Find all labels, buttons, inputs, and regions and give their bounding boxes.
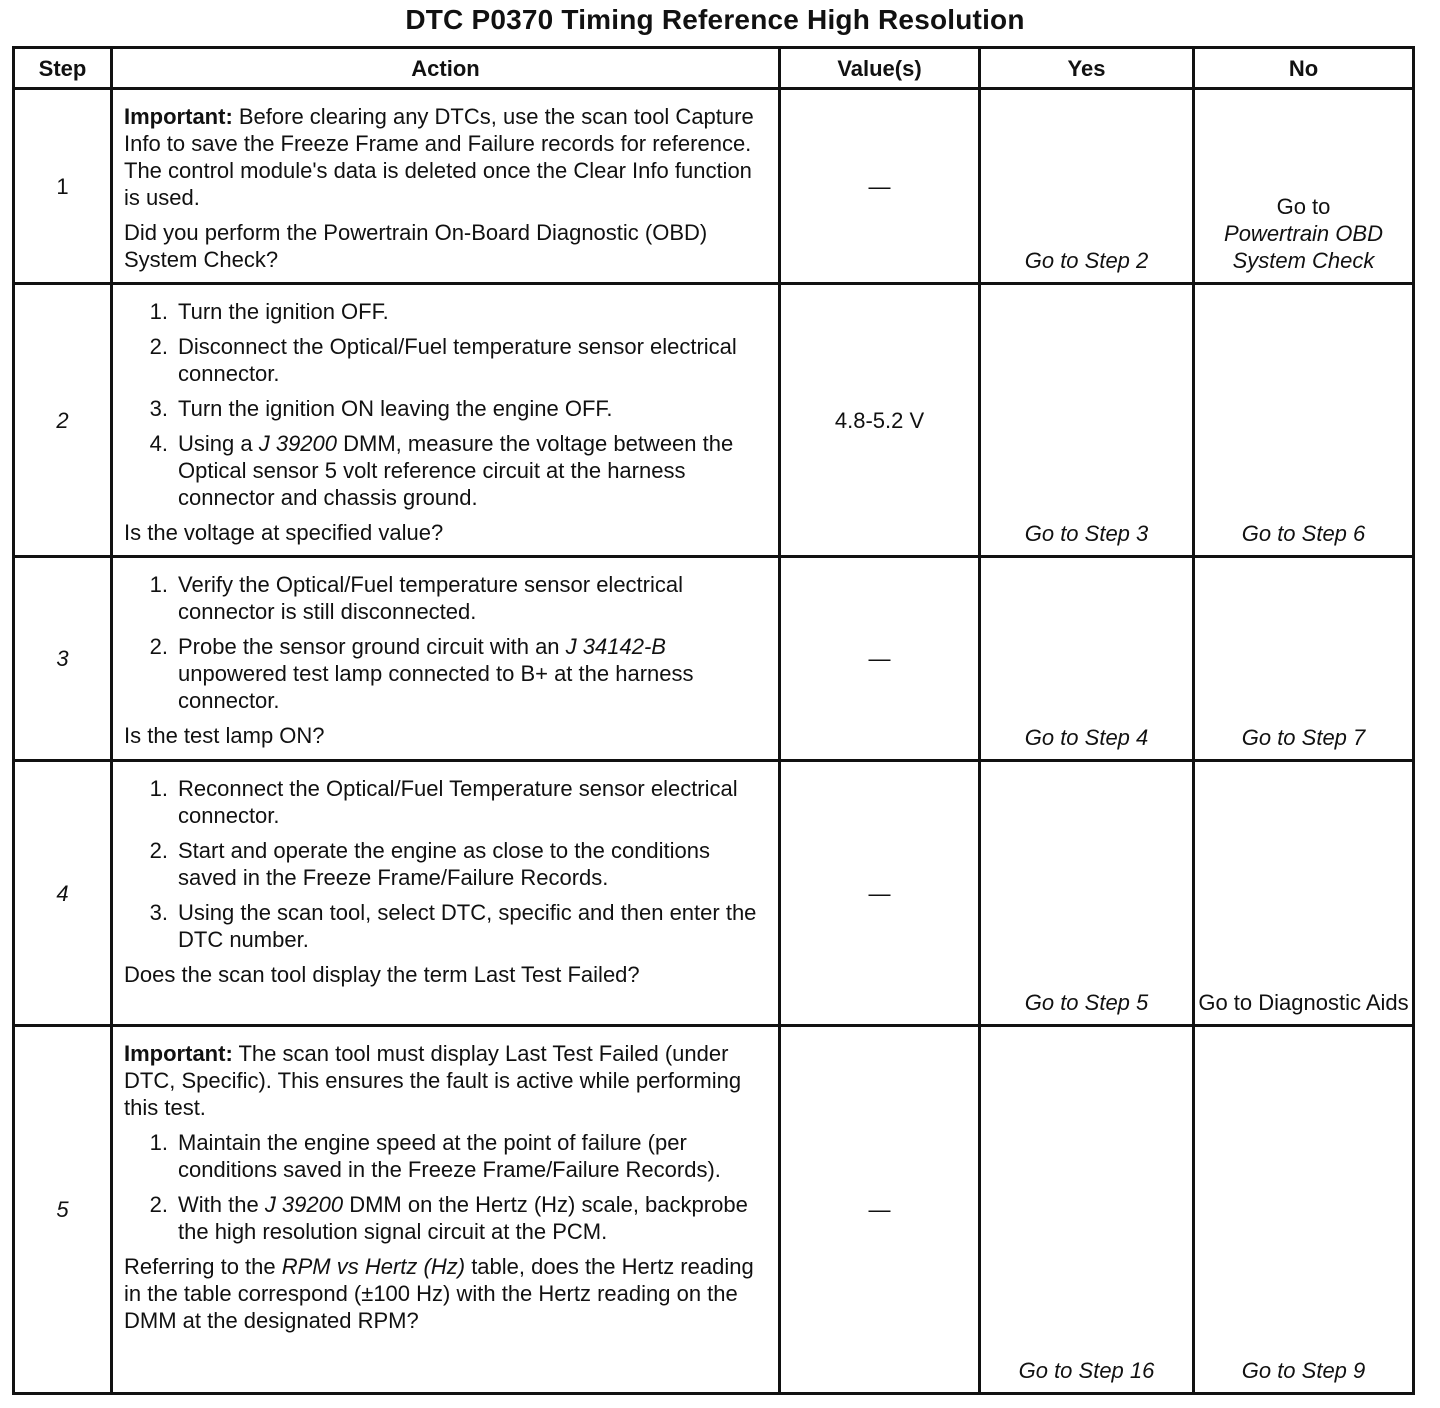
- list-item: 1. Verify the Optical/Fuel temperature sensor electrical connector is still disconnected.: [149, 572, 684, 624]
- tool-ref: J 39200: [258, 431, 338, 456]
- yes-cell: Go to Step 4: [980, 557, 1194, 761]
- yes-cell: Go to Step 2: [980, 89, 1194, 284]
- no-link: Powertrain OBD System Check: [1224, 221, 1383, 273]
- action-cell: [112, 89, 780, 284]
- procedure-list: [124, 775, 768, 953]
- important-note: [124, 1040, 768, 1121]
- action-cell: [112, 284, 780, 557]
- no-cell: [1194, 89, 1414, 284]
- header-values: Value(s): [780, 48, 980, 89]
- list-item: 2. With the J 39200 DMM on the Hertz (Hz) scale, backprobe the high resolution signal circuit at the PCM.: [149, 1192, 748, 1244]
- tool-ref: J 39200: [264, 1192, 344, 1217]
- action-cell: [112, 761, 780, 1026]
- header-no: No: [1194, 48, 1414, 89]
- list-item: 2. Start and operate the engine as close to the conditions saved in the Freeze Frame/Failure Records.: [149, 838, 711, 890]
- tool-ref: J 34142-B: [565, 634, 666, 659]
- document-title: DTC P0370 Timing Reference High Resolution: [405, 4, 1025, 35]
- header-step: Step: [14, 48, 112, 89]
- list-item: 4. Using a J 39200 DMM, measure the voltage between the Optical sensor 5 volt reference circuit at the harness connector and chassis ground.: [149, 431, 734, 510]
- header-action: Action: [112, 48, 780, 89]
- value-cell: —: [780, 557, 980, 761]
- no-cell: Go to Step 7: [1194, 557, 1414, 761]
- table-row-step-5: [14, 1026, 1414, 1394]
- step-number: 1: [14, 89, 112, 284]
- header-row: [14, 48, 1414, 89]
- yes-cell: Go to Step 3: [980, 284, 1194, 557]
- table-row-step-1: [14, 89, 1414, 284]
- important-note: [124, 103, 768, 211]
- procedure-list: [124, 571, 768, 714]
- list-item: 1. Turn the ignition OFF.: [149, 299, 389, 324]
- important-text: Before clearing any DTCs, use the scan tool Capture Info to save the Freeze Frame and Failure records for reference. The control module's data is deleted once the Clear Info function is used.: [124, 104, 754, 210]
- list-item: 3. Using the scan tool, select DTC, specific and then enter the DTC number.: [149, 900, 757, 952]
- action-cell: [112, 1026, 780, 1394]
- question: Is the voltage at specified value?: [124, 520, 444, 545]
- no-cell: Go to Step 6: [1194, 284, 1414, 557]
- no-cell: Go to Step 9: [1194, 1026, 1414, 1394]
- list-item: 3. Turn the ignition ON leaving the engine OFF.: [149, 396, 613, 421]
- step-number: 2: [14, 284, 112, 557]
- list-item: 2. Probe the sensor ground circuit with an J 34142-B unpowered test lamp connected to B+ at the harness connector.: [149, 634, 694, 713]
- step-number: 4: [14, 761, 112, 1026]
- diagnostic-table: [12, 46, 1415, 1395]
- procedure-list: [124, 1129, 768, 1245]
- value-cell: —: [780, 1026, 980, 1394]
- list-item: 1. Reconnect the Optical/Fuel Temperature sensor electrical connector.: [149, 776, 738, 828]
- table-row-step-4: [14, 761, 1414, 1026]
- question: Is the test lamp ON?: [124, 723, 325, 748]
- yes-cell: Go to Step 16: [980, 1026, 1194, 1394]
- question: Did you perform the Powertrain On-Board Diagnostic (OBD) System Check?: [124, 220, 708, 272]
- question: Does the scan tool display the term Last Test Failed?: [124, 962, 640, 987]
- no-prefix: Go to: [1276, 194, 1331, 219]
- table-ref: RPM vs Hertz (Hz): [281, 1254, 466, 1279]
- list-item: 1. Maintain the engine speed at the point of failure (per conditions saved in the Freeze Frame/Failure Records).: [149, 1130, 721, 1182]
- value-cell: 4.8-5.2 V: [780, 284, 980, 557]
- no-cell: Go to Diagnostic Aids: [1194, 761, 1414, 1026]
- question: Referring to the RPM vs Hertz (Hz) table, does the Hertz reading in the table correspond (±100 Hz) with the Hertz reading on the DMM at the designated RPM?: [124, 1254, 754, 1333]
- value-cell: —: [780, 761, 980, 1026]
- important-text: The scan tool must display Last Test Failed (under DTC, Specific). This ensures the fault is active while performing this test.: [124, 1041, 742, 1120]
- important-label: Important:: [124, 104, 233, 129]
- step-number: 3: [14, 557, 112, 761]
- procedure-list: [124, 298, 768, 511]
- table-row-step-2: [14, 284, 1414, 557]
- value-cell: —: [780, 89, 980, 284]
- yes-cell: Go to Step 5: [980, 761, 1194, 1026]
- action-cell: [112, 557, 780, 761]
- header-yes: Yes: [980, 48, 1194, 89]
- list-item: 2. Disconnect the Optical/Fuel temperature sensor electrical connector.: [149, 334, 737, 386]
- step-number: 5: [14, 1026, 112, 1394]
- important-label: Important:: [124, 1041, 233, 1066]
- table-row-step-3: [14, 557, 1414, 761]
